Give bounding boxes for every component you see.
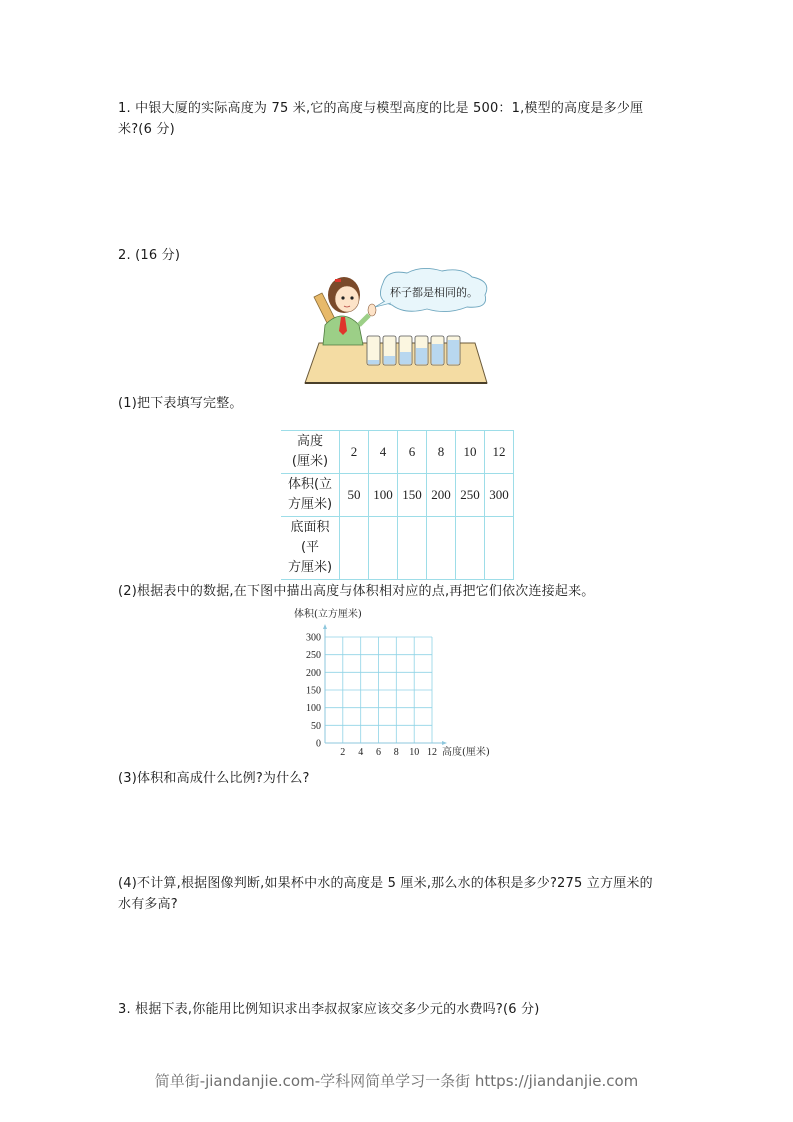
- illustration-girl-with-cups: [297, 265, 497, 387]
- table-cell: 10: [456, 431, 485, 474]
- question-2-part-3: (3)体积和高成什么比例?为什么?: [118, 771, 310, 786]
- question-2-part-4-line-1: (4)不计算,根据图像判断,如果杯中水的高度是 5 厘米,那么水的体积是多少?275 立方厘米的: [118, 876, 653, 891]
- y-axis-arrow-icon: [323, 624, 327, 629]
- svg-text:10: 10: [409, 747, 420, 758]
- table-cell-blank: [369, 517, 398, 580]
- svg-text:300: 300: [306, 632, 321, 644]
- table-cell: 50: [340, 474, 369, 517]
- question-2-part-4: [118, 873, 653, 915]
- row-header-height: 高度 (厘米): [281, 431, 340, 474]
- y-axis-title: 体积(立方厘米): [294, 609, 362, 620]
- table-cell: 6: [398, 431, 427, 474]
- svg-text:250: 250: [306, 650, 321, 662]
- table-cell: 150: [398, 474, 427, 517]
- table-cell: 12: [485, 431, 514, 474]
- table-cell: 4: [369, 431, 398, 474]
- table-cell-blank: [398, 517, 427, 580]
- question-1-line-2: 米?(6 分): [118, 122, 175, 137]
- table-row-base-area: [281, 517, 514, 580]
- svg-text:0: 0: [316, 738, 321, 750]
- table-cell: 200: [427, 474, 456, 517]
- chart-svg: [280, 605, 510, 760]
- svg-text:150: 150: [306, 685, 321, 697]
- illustration-image: [297, 265, 497, 387]
- x-axis-arrow-icon: [442, 741, 447, 745]
- svg-text:100: 100: [306, 703, 321, 715]
- svg-text:2: 2: [340, 747, 346, 758]
- table-cell-blank: [340, 517, 369, 580]
- question-1-line-1: 1. 中银大厦的实际高度为 75 米,它的高度与模型高度的比是 500：1,模型的高度是多少厘: [118, 101, 644, 116]
- height-volume-table: [281, 430, 514, 580]
- volume-height-grid-chart: [280, 605, 510, 760]
- x-tick-labels: [340, 747, 437, 758]
- table-cell-blank: [456, 517, 485, 580]
- row-header-base-area: 底面积 (平 方厘米): [281, 517, 340, 580]
- svg-text:6: 6: [376, 747, 381, 758]
- question-1: [118, 98, 643, 140]
- table-row-height: [281, 431, 514, 474]
- table-cell: 300: [485, 474, 514, 517]
- table-cell: 8: [427, 431, 456, 474]
- table-row-volume: [281, 474, 514, 517]
- x-axis-title: 高度(厘米): [442, 747, 490, 758]
- table-cell: 100: [369, 474, 398, 517]
- question-2-title: 2. (16 分): [118, 248, 181, 263]
- table-cell: 250: [456, 474, 485, 517]
- table-cell-blank: [427, 517, 456, 580]
- question-3-title: 3. 根据下表,你能用比例知识求出李叔叔家应该交多少元的水费吗?(6 分): [118, 1002, 540, 1017]
- footer-watermark: 简单街-jiandanjie.com-学科网简单学习一条街 https://jiandanjie.com: [154, 1072, 639, 1090]
- table-cell: 2: [340, 431, 369, 474]
- svg-text:12: 12: [427, 747, 437, 758]
- svg-text:8: 8: [393, 747, 399, 758]
- table-cell-blank: [485, 517, 514, 580]
- svg-text:50: 50: [311, 720, 321, 732]
- svg-text:200: 200: [306, 667, 321, 679]
- y-tick-labels: [306, 633, 321, 750]
- chart-grid: [325, 637, 432, 743]
- question-2-part-1: (1)把下表填写完整。: [118, 396, 243, 411]
- speech-bubble-text: 杯子都是相同的。: [390, 286, 478, 299]
- question-2-part-2: (2)根据表中的数据,在下图中描出高度与体积相对应的点,再把它们依次连接起来。: [118, 584, 595, 599]
- question-2-part-4-line-2: 水有多高?: [118, 897, 178, 912]
- row-header-volume: 体积(立 方厘米): [281, 474, 340, 517]
- svg-text:4: 4: [358, 747, 364, 758]
